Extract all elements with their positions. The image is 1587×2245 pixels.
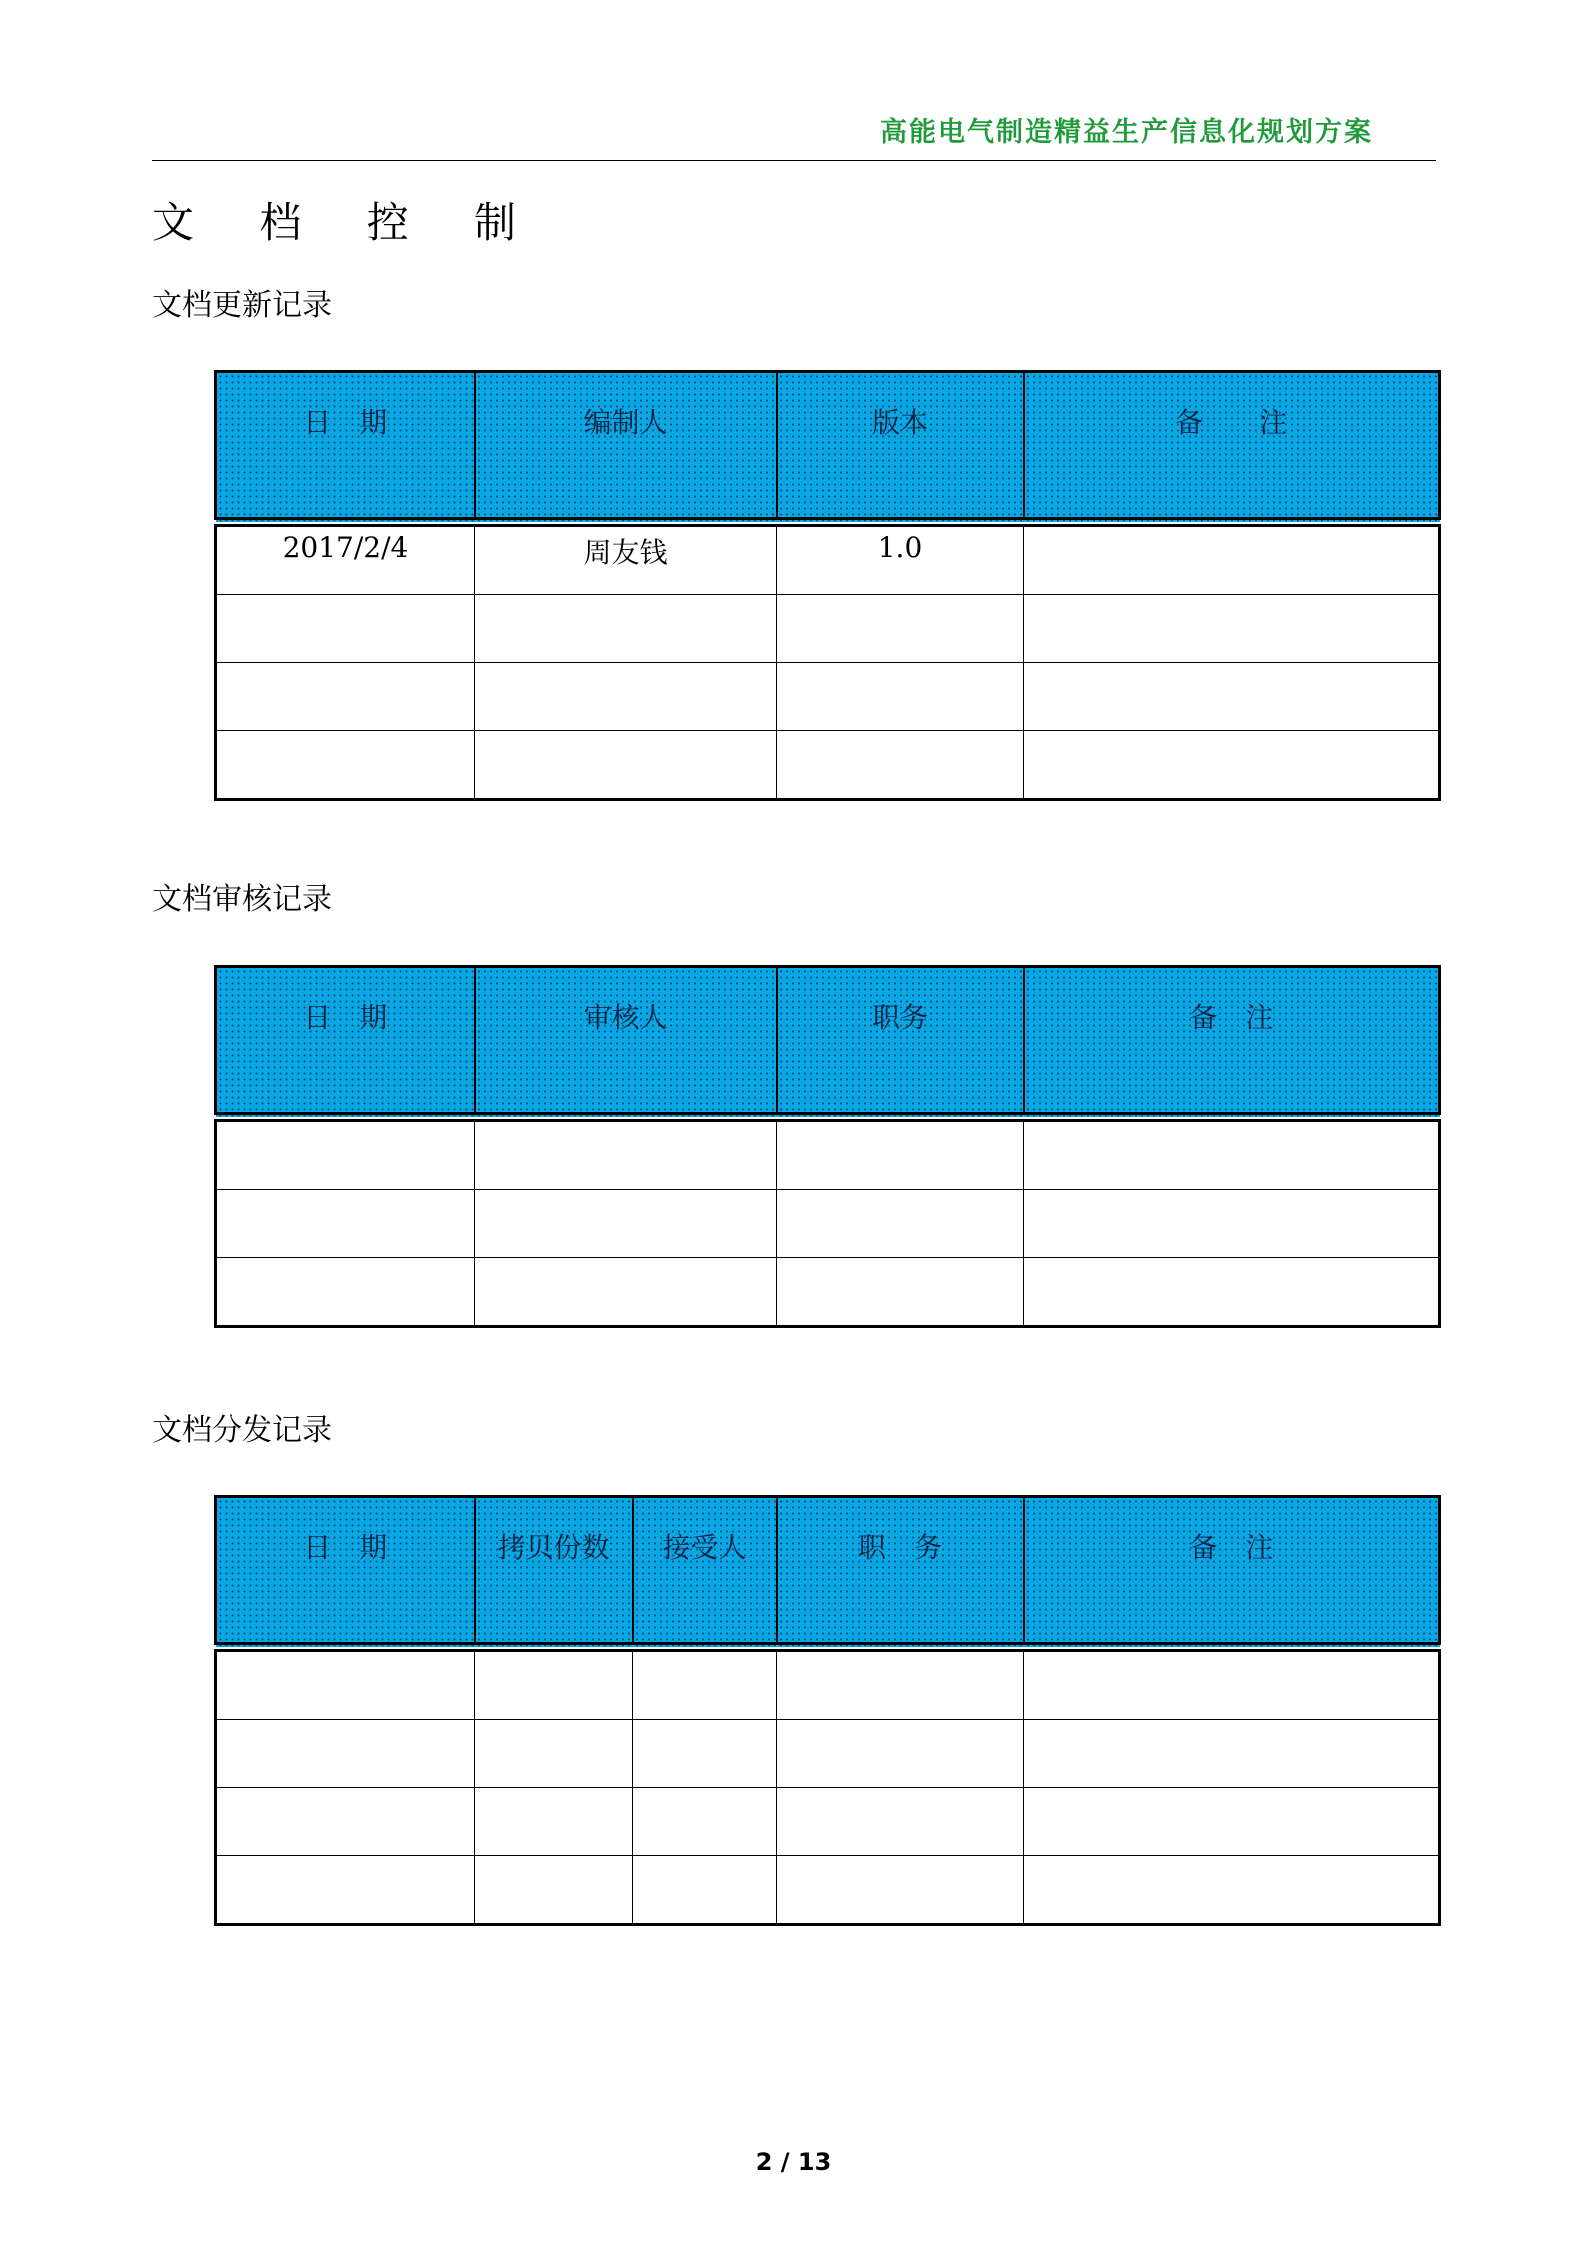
cell-version [777,663,1024,731]
cell-remarks [1024,1258,1440,1327]
cell-position [777,1788,1024,1856]
header-editor: 编制人 [475,372,777,523]
cell-version [777,595,1024,663]
header-reviewer: 审核人 [475,967,777,1118]
cell-copies [475,1788,633,1856]
distribution-record-title: 文档分发记录 [152,1413,332,1448]
cell-remarks [1024,1720,1440,1788]
cell-recipient [633,1720,777,1788]
header-date: 日 期 [216,1497,475,1648]
header-recipient: 接受人 [633,1497,777,1648]
header-date: 日 期 [216,967,475,1118]
table-header-row [216,967,1440,1118]
cell-version [777,731,1024,800]
cell-editor [475,595,777,663]
cell-position [777,1856,1024,1925]
cell-remarks [1024,1647,1440,1720]
cell-date [216,1258,475,1327]
cell-date [216,1647,475,1720]
table-row [216,1720,1440,1788]
cell-position [777,1720,1024,1788]
cell-version: 1.0 [777,522,1024,595]
cell-remarks [1024,731,1440,800]
cell-remarks [1024,663,1440,731]
cell-reviewer [475,1258,777,1327]
cell-editor: 周友钱 [475,522,777,595]
table-row [216,1117,1440,1190]
header-position: 职 务 [777,1497,1024,1648]
page-title: 文 档 控 制 [152,198,543,247]
cell-date [216,1720,475,1788]
cell-copies [475,1856,633,1925]
review-record-table [214,965,1441,1328]
cell-remarks [1024,1190,1440,1258]
header-copies: 拷贝份数 [475,1497,633,1648]
table-row [216,595,1440,663]
table-row [216,1190,1440,1258]
table-row [216,731,1440,800]
cell-date: 2017/2/4 [216,522,475,595]
table-row [216,1647,1440,1720]
header-remarks: 备 注 [1024,372,1440,523]
cell-reviewer [475,1190,777,1258]
header-version: 版本 [777,372,1024,523]
update-record-title: 文档更新记录 [152,288,332,323]
cell-remarks [1024,595,1440,663]
table-header-row [216,1497,1440,1648]
cell-date [216,663,475,731]
cell-date [216,1190,475,1258]
review-record-title: 文档审核记录 [152,882,332,917]
table-row [216,1788,1440,1856]
table-header-row [216,372,1440,523]
cell-position [777,1258,1024,1327]
cell-recipient [633,1647,777,1720]
page-number: 2 / 13 [755,2148,832,2176]
table-row [216,1856,1440,1925]
cell-date [216,1856,475,1925]
document-header-title: 高能电气制造精益生产信息化规划方案 [880,117,1373,148]
cell-date [216,1117,475,1190]
cell-copies [475,1647,633,1720]
cell-reviewer [475,1117,777,1190]
cell-position [777,1117,1024,1190]
table-row [216,663,1440,731]
header-rule [152,160,1436,161]
cell-editor [475,731,777,800]
cell-remarks [1024,522,1440,595]
cell-position [777,1190,1024,1258]
cell-remarks [1024,1856,1440,1925]
header-remarks: 备 注 [1024,1497,1440,1648]
cell-remarks [1024,1117,1440,1190]
table-row [216,522,1440,595]
cell-position [777,1647,1024,1720]
header-date: 日 期 [216,372,475,523]
distribution-record-table [214,1495,1441,1926]
cell-editor [475,663,777,731]
header-position: 职务 [777,967,1024,1118]
table-row [216,1258,1440,1327]
cell-remarks [1024,1788,1440,1856]
cell-date [216,1788,475,1856]
cell-date [216,731,475,800]
cell-recipient [633,1856,777,1925]
cell-copies [475,1720,633,1788]
header-remarks: 备 注 [1024,967,1440,1118]
cell-date [216,595,475,663]
cell-recipient [633,1788,777,1856]
update-record-table [214,370,1441,801]
